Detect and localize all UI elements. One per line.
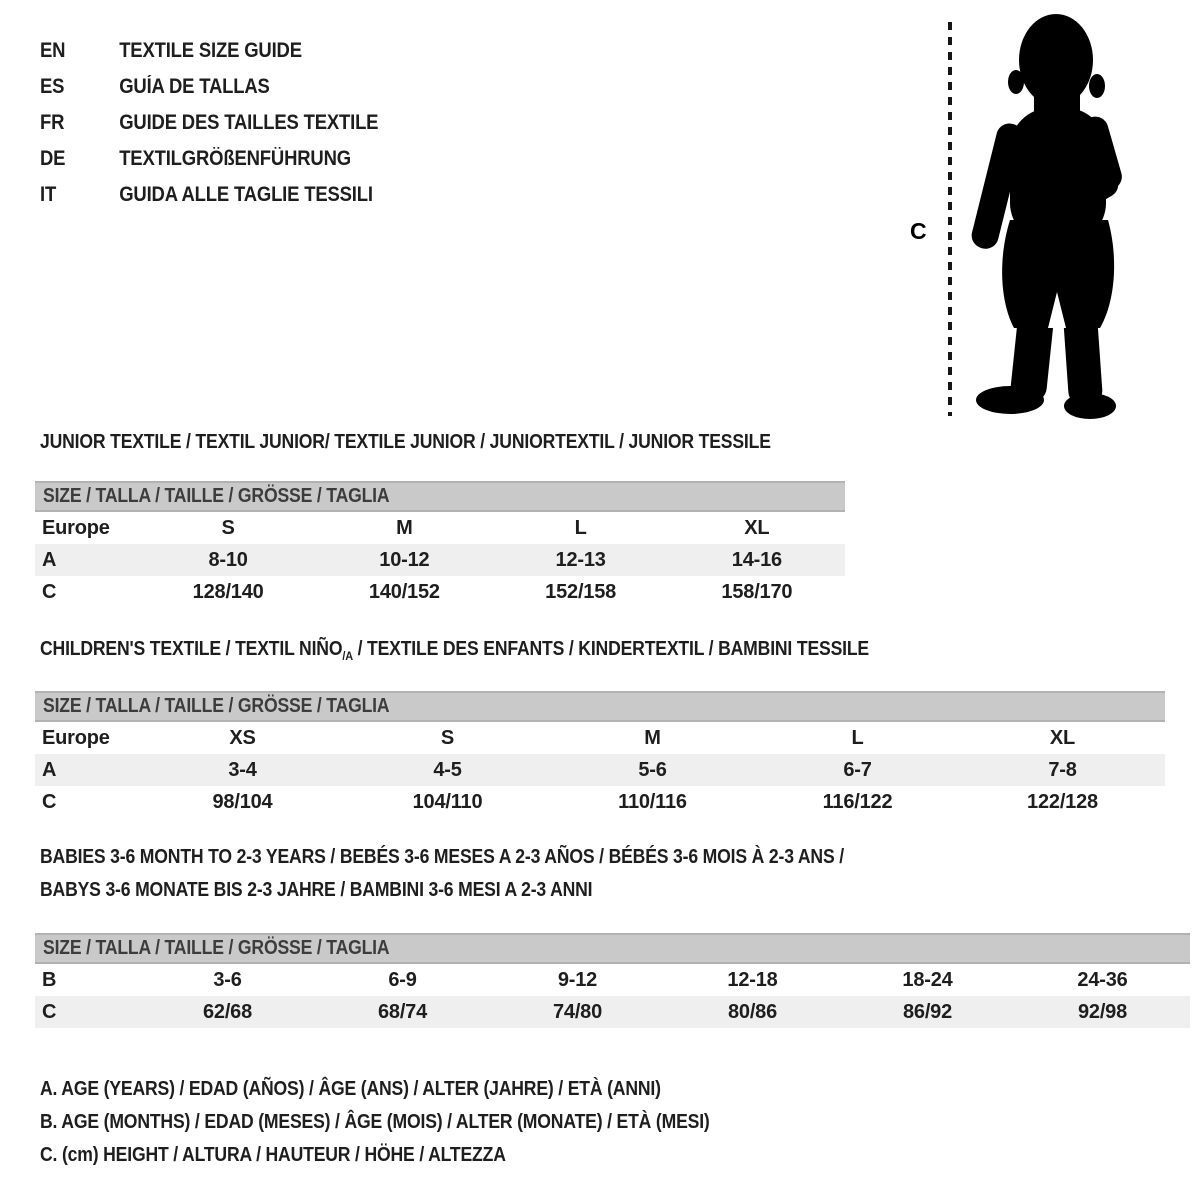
table-cell: 158/170 <box>721 580 793 603</box>
table-cell: 152/158 <box>545 580 617 603</box>
language-code: EN <box>40 39 66 62</box>
children-size-table <box>35 691 1165 818</box>
language-row <box>40 105 378 141</box>
table-cell: XL <box>1049 726 1076 749</box>
table-cell: 92/98 <box>1077 1000 1128 1023</box>
table-cell: L <box>851 726 864 749</box>
table-cell: 140/152 <box>368 580 440 603</box>
row-label: Europe <box>42 516 110 539</box>
table-cell: XL <box>744 516 770 539</box>
table-cell: 6-9 <box>388 968 417 991</box>
language-code: FR <box>40 111 65 134</box>
row-label: A <box>42 758 57 781</box>
row-label: C <box>42 790 57 813</box>
junior-section-title-text: JUNIOR TEXTILE / TEXTIL JUNIOR/ TEXTILE JUNIOR / JUNIORTEXTIL / JUNIOR TESSILE <box>40 431 771 453</box>
row-label: C <box>42 1000 57 1023</box>
table-cell: 3-4 <box>228 758 257 781</box>
table-row <box>35 786 1165 818</box>
children-title-suffix: / TEXTILE DES ENFANTS / KINDERTEXTIL / BAMBINI TESSILE <box>352 638 869 660</box>
table-cell: 24-36 <box>1077 968 1128 991</box>
language-row <box>40 33 378 69</box>
legend-line <box>40 1106 801 1139</box>
table-cell: 104/110 <box>412 790 483 813</box>
babies-section-title-line2 <box>40 879 668 902</box>
babies-section-title-line1 <box>40 846 954 869</box>
height-measure-line <box>948 22 952 416</box>
table-cell: 128/140 <box>192 580 264 603</box>
table-row <box>35 722 1165 754</box>
language-row <box>40 69 378 105</box>
table-cell: 7-8 <box>1048 758 1077 781</box>
language-title: TEXTILGRÖßENFÜHRUNG <box>119 147 351 170</box>
table-cell: 14-16 <box>731 548 782 571</box>
table-cell: 116/122 <box>822 790 893 813</box>
toddler-silhouette-icon <box>968 10 1138 420</box>
junior-size-table <box>35 481 845 608</box>
babies-title-line2-text: BABYS 3-6 MONATE BIS 2-3 JAHRE / BAMBINI 3-6 MESI A 2-3 ANNI <box>40 879 593 901</box>
table-rows <box>35 722 1165 818</box>
table-size-header <box>35 933 1190 964</box>
junior-section-title <box>40 431 870 454</box>
legend <box>40 1073 801 1172</box>
table-cell: 4-5 <box>433 758 462 781</box>
table-cell: 62/68 <box>202 1000 253 1023</box>
legend-line-text: A. AGE (YEARS) / EDAD (AÑOS) / ÂGE (ANS) / ALTER (JAHRE) / ETÀ (ANNI) <box>40 1078 661 1100</box>
table-rows <box>35 512 845 608</box>
children-title-sub: /A <box>342 649 353 663</box>
legend-line-text: B. AGE (MONTHS) / EDAD (MESES) / ÂGE (MOIS) / ALTER (MONATE) / ETÀ (MESI) <box>40 1111 710 1133</box>
table-size-header-text: SIZE / TALLA / TAILLE / GRÖSSE / TAGLIA <box>43 695 390 717</box>
table-size-header-text: SIZE / TALLA / TAILLE / GRÖSSE / TAGLIA <box>43 937 390 959</box>
table-size-header <box>35 691 1165 722</box>
figure-height-label: C <box>910 218 927 244</box>
language-title: GUÍA DE TALLAS <box>119 75 270 98</box>
table-cell: 10-12 <box>379 548 430 571</box>
table-cell: M <box>396 516 413 539</box>
table-row <box>35 512 845 544</box>
table-size-header-text: SIZE / TALLA / TAILLE / GRÖSSE / TAGLIA <box>43 485 390 507</box>
table-row <box>35 544 845 576</box>
table-cell: S <box>221 516 235 539</box>
table-cell: S <box>440 726 455 749</box>
table-cell: 110/116 <box>618 790 687 813</box>
table-cell: 5-6 <box>638 758 667 781</box>
children-section-title-text <box>40 638 869 663</box>
language-code: IT <box>40 183 57 206</box>
table-rows <box>35 964 1190 1028</box>
children-title-prefix: CHILDREN'S TEXTILE / TEXTIL NIÑO <box>40 638 343 660</box>
table-cell: M <box>644 726 661 749</box>
children-section-title <box>40 638 982 663</box>
table-row <box>35 576 845 608</box>
table-row <box>35 996 1190 1028</box>
table-cell: 122/128 <box>1027 790 1098 813</box>
table-cell: 9-12 <box>557 968 598 991</box>
table-cell: 3-6 <box>213 968 242 991</box>
language-code: DE <box>40 147 66 170</box>
table-cell: 8-10 <box>208 548 248 571</box>
legend-line <box>40 1073 801 1106</box>
language-title: GUIDA ALLE TAGLIE TESSILI <box>119 183 373 206</box>
legend-line <box>40 1139 801 1172</box>
table-cell: 12-13 <box>555 548 606 571</box>
table-cell: XS <box>229 726 256 749</box>
language-list <box>40 33 424 213</box>
language-row <box>40 141 378 177</box>
row-label: C <box>42 580 57 603</box>
babies-title-line1-text: BABIES 3-6 MONTH TO 2-3 YEARS / BEBÉS 3-6 MESES A 2-3 AÑOS / BÉBÉS 3-6 MOIS À 2-3 ANS / <box>40 846 844 868</box>
table-cell: 18-24 <box>902 968 953 991</box>
table-row <box>35 754 1165 786</box>
language-row <box>40 177 378 213</box>
table-cell: 68/74 <box>377 1000 428 1023</box>
language-code: ES <box>40 75 65 98</box>
table-cell: L <box>574 516 587 539</box>
table-cell: 6-7 <box>843 758 872 781</box>
table-size-header <box>35 481 845 512</box>
table-row <box>35 964 1190 996</box>
row-label: Europe <box>42 726 110 749</box>
table-cell: 98/104 <box>212 790 273 813</box>
table-cell: 86/92 <box>902 1000 953 1023</box>
table-cell: 74/80 <box>552 1000 603 1023</box>
language-title: TEXTILE SIZE GUIDE <box>119 39 302 62</box>
row-label: A <box>42 548 57 571</box>
babies-size-table <box>35 933 1190 1028</box>
legend-line-text: C. (cm) HEIGHT / ALTURA / HAUTEUR / HÖHE / ALTEZZA <box>40 1144 506 1166</box>
row-label: B <box>42 968 57 991</box>
table-cell: 12-18 <box>727 968 778 991</box>
table-cell: 80/86 <box>727 1000 778 1023</box>
language-title: GUIDE DES TAILLES TEXTILE <box>119 111 379 134</box>
size-guide-figure <box>900 0 1190 440</box>
